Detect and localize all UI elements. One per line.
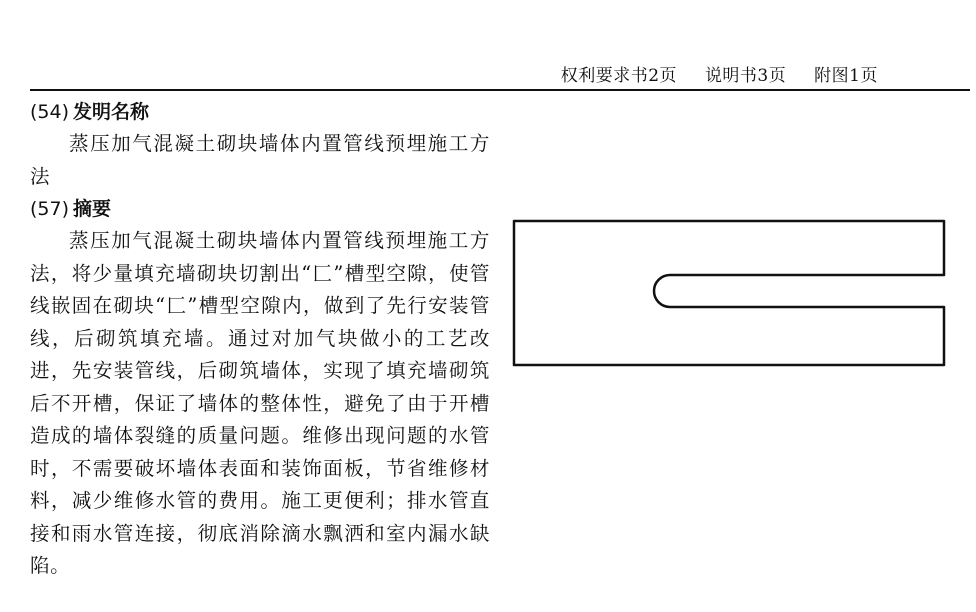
drawings-page-count: 附图1页 xyxy=(814,66,878,86)
abstract-section-number: (57) xyxy=(30,198,70,220)
block-outline xyxy=(514,221,944,365)
abstract-text: 蒸压加气混凝土砌块墙体内置管线预埋施工方法，将少量填充墙砌块切割出“匚”槽型空隙，使管线嵌固在砌块“匚”槽型空隙内，做到了先行安装管线，后砌筑填充墙。通过对加气块做小的工艺改进，先安装管线，后砌筑墙体，实现了填充墙砌筑后不开槽，保证了墙体的整体性，避免了由于开槽造成的墙体裂缝的质量问题。维修出现问题的水管时，不需要破坏墙体表面和装饰面板，节省维修材料，减少维修水管的费用。施工更便利；排水管直接和雨水管连接，彻底消除滴水飘洒和室内漏水缺陷。 xyxy=(30,229,490,577)
title-section-heading xyxy=(30,96,490,128)
title-section-label: 发明名称 xyxy=(73,101,150,123)
abstract-column xyxy=(30,96,490,583)
invention-title: 蒸压加气混凝土砌块墙体内置管线预埋施工方法 xyxy=(30,132,490,188)
abstract-section-label: 摘要 xyxy=(73,198,112,220)
title-section-number: (54) xyxy=(30,101,70,123)
description-page-count: 说明书3页 xyxy=(704,66,787,86)
page-header xyxy=(0,0,976,90)
header-divider xyxy=(30,89,970,91)
abstract-section-heading xyxy=(30,193,490,225)
page-count-info xyxy=(539,61,878,86)
block-slot-figure xyxy=(512,219,948,367)
claims-page-count: 权利要求书2页 xyxy=(560,66,678,86)
